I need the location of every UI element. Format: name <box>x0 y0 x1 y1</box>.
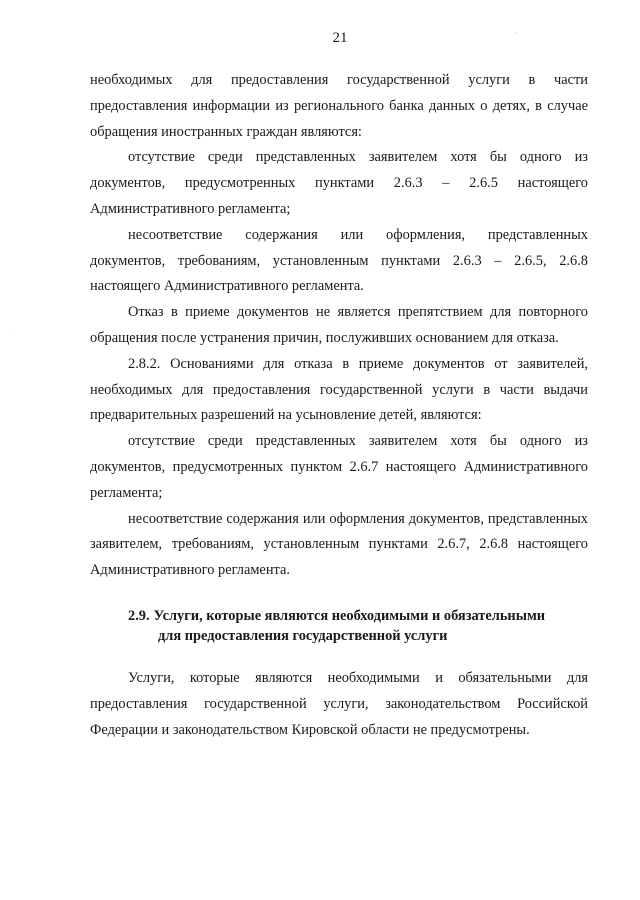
paragraph-clause-2-8-2: 2.8.2. Основаниями для отказа в приеме документов от заявителей, необходимых для предоставления государственной услуги в части выдачи предварительных разрешений на усыновление детей, являются: <box>90 355 588 424</box>
scan-speck <box>515 32 516 33</box>
paragraph-nonconforming-2-6-7: несоответствие содержания или оформления документов, представленных заявителем, требованиям, установленным пунктами 2.6.7, 2.6.8 настоящего Административного регламента. <box>90 510 588 579</box>
section-title-line2: для предоставления государственной услуги <box>158 627 448 644</box>
paragraph-missing-documents: отсутствие среди представленных заявителем хотя бы одного из документов, предусмотренных пунктами 2.6.3 – 2.6.5 настоящего Административного регламента; <box>90 149 588 217</box>
page-number: 21 <box>332 30 348 46</box>
paragraph-refusal-not-obstacle: Отказ в приеме документов не является препятствием для повторного обращения после устранения причин, послуживших основанием для отказа. <box>90 304 588 346</box>
scan-speck <box>10 330 11 331</box>
paragraph-missing-document-2-6-7: отсутствие среди представленных заявителем хотя бы одного из документов, предусмотренных пунктом 2.6.7 настоящего Административного регламента; <box>90 433 588 501</box>
section-title-line1: Услуги, которые являются необходимыми и обязательными <box>153 607 546 624</box>
paragraph-required-services: Услуги, которые являются необходимыми и обязательными для предоставления государственной услуги, законодательством Российской Федерации и законодательством Кировской области не предусмотрены. <box>90 669 588 738</box>
paragraph-requirements-foreign-citizens: необходимых для предоставления государственной услуги в части предоставления информации из регионального банка данных о детях, в случае обращения иностранных граждан являются: <box>90 72 588 140</box>
section-heading-2-9 <box>90 606 588 646</box>
document-body <box>90 68 588 743</box>
paragraph-nonconforming-documents: несоответствие содержания или оформления, представленных документов, требованиям, установленным пунктами 2.6.3 – 2.6.5, 2.6.8 настоящего Административного регламента. <box>90 226 588 295</box>
section-number: 2.9. <box>128 607 150 624</box>
